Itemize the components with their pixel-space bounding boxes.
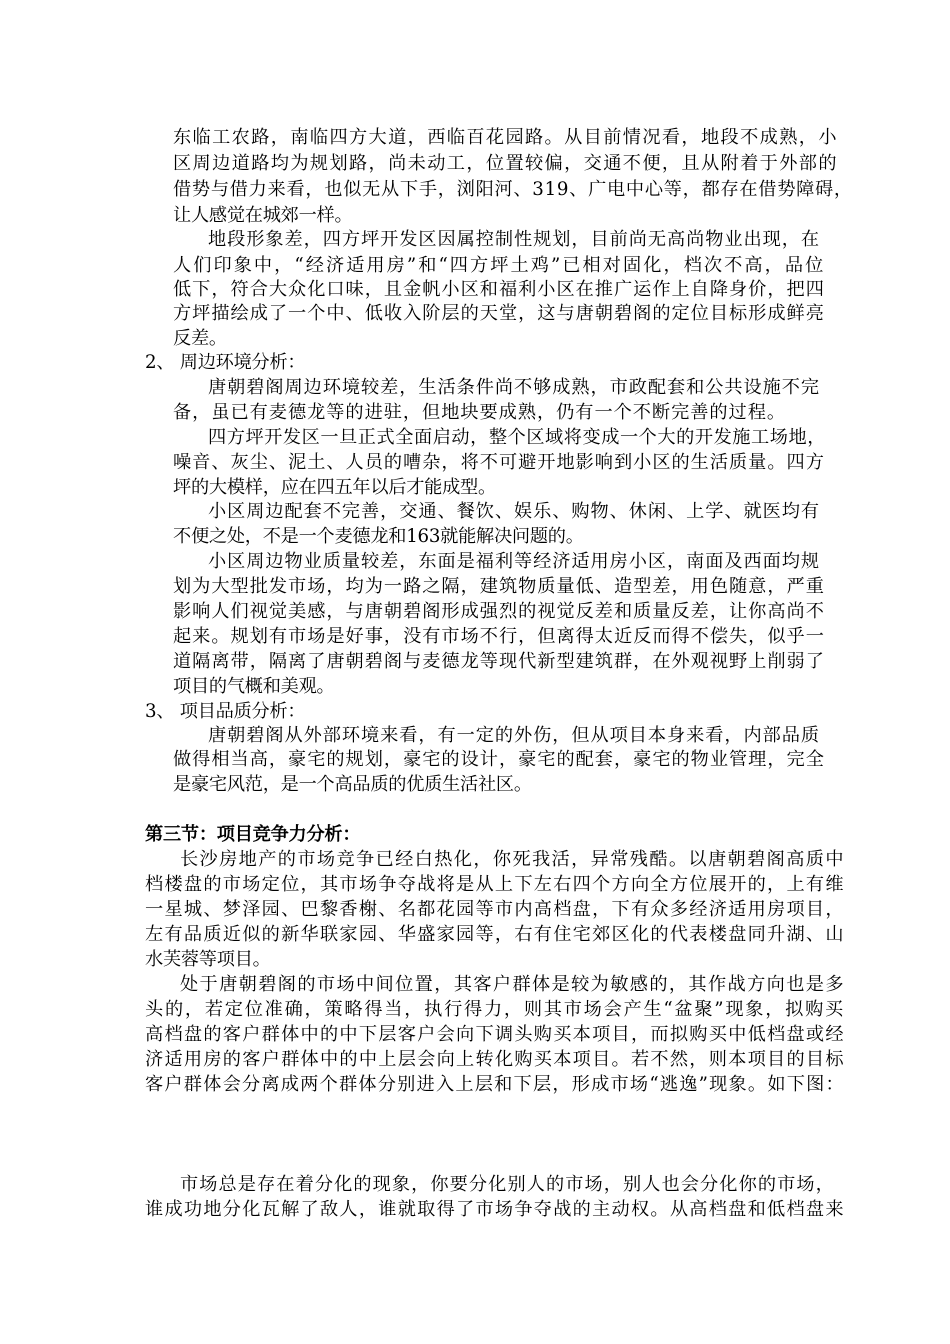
text-line: 做得相当高，豪宅的规划，豪宅的设计，豪宅的配套，豪宅的物业管理，完全 [173, 749, 825, 770]
text-line: 高档盘的客户群体中的中下层客户会向下调头购买本项目，而拟购买中低档盘或经 [145, 1024, 845, 1045]
text-line: 是豪宅风范，是一个高品质的优质生活社区。 [173, 774, 532, 795]
text-line: 四方坪开发区一旦正式全面启动，整个区域将变成一个大的开发施工场地， [208, 427, 826, 448]
text-line: 3、 项目品质分析： [145, 701, 306, 722]
text-line: 人们印象中，“经济适用房”和“四方坪土鸡”已相对固化，档次不高，品位 [173, 255, 826, 276]
text-line: 影响人们视觉美感，与唐朝碧阁形成强烈的视觉反差和质量反差，让你高尚不 [173, 601, 825, 622]
text-line: 让人感觉在城郊一样。 [173, 205, 353, 226]
text-line: 唐朝碧阁从外部环境来看，有一定的外伤，但从项目本身来看，内部品质 [208, 725, 821, 746]
text-line: 市场总是存在着分化的现象，你要分化别人的市场，别人也会分化你的市场， [180, 1174, 835, 1195]
text-line: 左有品质近似的新华联家园、华盛家园等，右有住宅郊区化的代表楼盘同升湖、山 [145, 924, 845, 945]
text-line: 借势与借力来看，也似无从下手，浏阳河、319、广电中心等，都存在借势障碍， [173, 179, 853, 200]
text-line: 一星城、梦泽园、巴黎香榭、名都花园等市内高档盘，下有众多经济适用房项目， [145, 899, 845, 920]
text-line: 档楼盘的市场定位，其市场争夺战将是从上下左右四个方向全方位展开的，上有维 [145, 874, 845, 895]
text-line: 低下，符合大众化口味，且金帆小区和福利小区在推广运作上自降身价，把四 [173, 279, 825, 300]
text-line: 客户群体会分离成两个群体分别进入上层和下层，形成市场“逃逸”现象。如下图： [145, 1074, 845, 1095]
text-line: 方坪描绘成了一个中、低收入阶层的天堂，这与唐朝碧阁的定位目标形成鲜亮 [173, 303, 825, 324]
text-line: 项目的气概和美观。 [173, 676, 335, 697]
text-line: 划为大型批发市场，均为一路之隔，建筑物质量低、造型差，用色随意，严重 [173, 576, 825, 597]
text-line: 济适用房的客户群体中的中上层会向上转化购买本项目。若不然，则本项目的目标 [145, 1049, 845, 1070]
text-line: 反差。 [173, 328, 227, 349]
text-line: 备，虽已有麦德龙等的进驻，但地块要成熟，仍有一个不断完善的过程。 [173, 402, 787, 423]
text-line: 小区周边配套不完善，交通、餐饮、娱乐、购物、休闲、上学、就医均有 [208, 501, 821, 522]
text-line: 2、 周边环境分析： [145, 352, 306, 373]
text-line: 坪的大模样，应在四五年以后才能成型。 [173, 477, 496, 498]
text-line: 唐朝碧阁周边环境较差，生活条件尚不够成熟，市政配套和公共设施不完 [208, 377, 821, 398]
text-line: 头的，若定位准确，策略得当，执行得力，则其市场会产生“盆聚”现象，拟购买 [145, 999, 845, 1020]
text-line: 区周边道路均为规划路，尚未动工，位置较偏，交通不便，且从附着于外部的 [173, 153, 838, 174]
text-line: 噪音、灰尘、泥土、人员的嘈杂，将不可避开地影响到小区的生活质量。四方 [173, 452, 825, 473]
text-line: 谁成功地分化瓦解了敌人，谁就取得了市场争夺战的主动权。从高档盘和低档盘来 [145, 1199, 845, 1220]
text-line: 处于唐朝碧阁的市场中间位置，其客户群体是较为敏感的，其作战方向也是多 [180, 974, 845, 995]
section-heading: 第三节：项目竞争力分析： [145, 824, 361, 845]
text-line: 水芙蓉等项目。 [145, 949, 271, 970]
text-line: 地段形象差，四方坪开发区因属控制性规划，目前尚无高尚物业出现，在 [208, 229, 821, 250]
text-line: 不便之处，不是一个麦德龙和163就能解决问题的。 [173, 526, 584, 547]
text-line: 道隔离带，隔离了唐朝碧阁与麦德龙等现代新型建筑群，在外观视野上削弱了 [173, 651, 825, 672]
text-line: 东临工农路，南临四方大道，西临百花园路。从目前情况看，地段不成熟，小 [173, 127, 838, 148]
text-line: 长沙房地产的市场竞争已经白热化，你死我活，异常残酷。以唐朝碧阁高质中 [180, 849, 845, 870]
text-line: 起来。规划有市场是好事，没有市场不行，但离得太近反而得不偿失，似乎一 [173, 626, 825, 647]
text-line: 小区周边物业质量较差，东面是福利等经济适用房小区，南面及西面均规 [208, 551, 821, 572]
